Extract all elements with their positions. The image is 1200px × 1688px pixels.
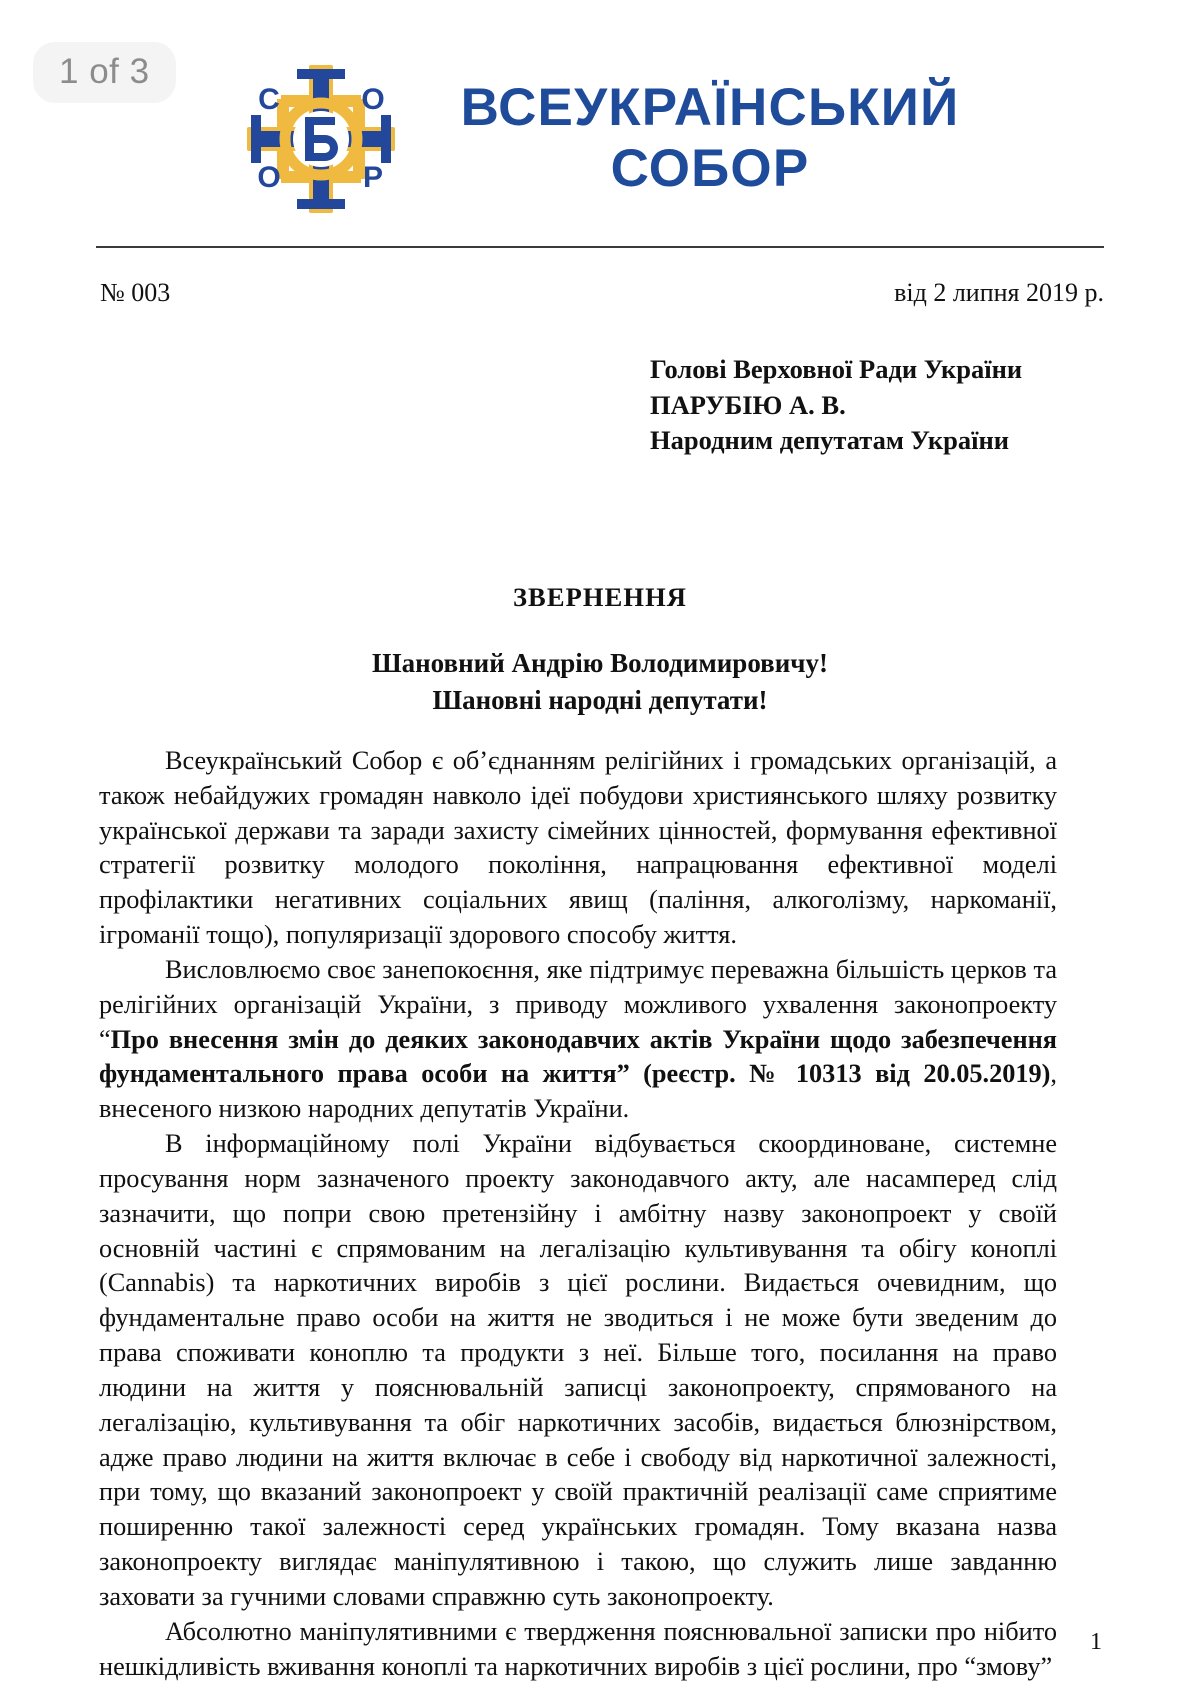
body-paragraph-2 (99, 953, 1057, 1127)
svg-text:О: О (360, 82, 385, 116)
svg-text:О: О (256, 160, 281, 194)
organization-name-line2: СОБОР (610, 138, 810, 198)
paragraph-2-lead: Висловлюємо своє занепокоєння, яке підтримує переважна більшість церков та релігійних організацій України, з приводу можливого ухвалення законопроекту “ (99, 954, 1057, 1054)
body-paragraph-3: В інформаційному полі України відбувається скоординоване, системне просування норм зазначеного проекту законодавчого акту, але насамперед слід зазначити, що попри свою претензійну і амбітну назву законопроект у своїй основній частині є спрямованим на легалізацію культивування та обігу коноплі (Cannabis) та наркотичних виробів з цієї рослини. Видається очевидним, що фундаментальне право особи на життя не зводиться і не може бути зведеним до права споживати коноплю та продукти з неї. Більше того, посилання на право людини на життя у пояснювальній записці законопроекту, спрямованого на легалізацію, культивування та обіг наркотичних засобів, видається блюзнірством, адже право людини на життя включає в себе і свободу від наркотичної залежності, при тому, що вказаний законопроект у своїй практичній реалізації саме сприятиме поширенню такої залежності серед українських громадян. Тому вказана назва законопроекту виглядає маніпулятивною і такою, що служить лише завданню заховати за гучними словами справжню суть законопроекту. (99, 1129, 1057, 1611)
organization-name-line1: ВСЕУКРАЇНСЬКИЙ (460, 78, 960, 138)
paragraph-2-tail: , внесеного низкою народних депутатів України. (99, 1059, 1057, 1124)
salutation-line-2: Шановні народні депутати! (432, 685, 768, 716)
document-body (99, 744, 1057, 1684)
page-number: 1 (1090, 1629, 1102, 1655)
sobor-cross-emblem-icon (241, 59, 401, 219)
salutation-block (0, 645, 1200, 720)
bill-title-bold: Про внесення змін до деяких законодавчих актів України щодо забезпечення фундаментального права особи на життя” (реєстр. № 10313 від 20.05.2019) (99, 1024, 1057, 1089)
letterhead (0, 46, 1200, 231)
svg-text:С: С (257, 82, 280, 116)
reference-row (100, 278, 1104, 308)
page-indicator: 1 of 3 (33, 42, 176, 103)
addressee-line-1: Голові Верховної Ради України (650, 354, 1023, 384)
organization-name (461, 78, 960, 199)
svg-text:Р: Р (362, 160, 383, 194)
body-paragraph-4: Абсолютно маніпулятивними є твердження пояснювальної записки про нібито нешкідливість вживання коноплі та наркотичних виробів з цієї рослини, про “змову” (99, 1616, 1057, 1681)
body-paragraph-1: Всеукраїнський Собор є об’єднанням релігійних і громадських організацій, а також небайдужих громадян навколо ідеї побудови християнського шляху розвитку української держави та заради захисту сімейних цінностей, формування ефективної стратегії розвитку молодого покоління, напрацювання ефективної моделі профілактики негативних соціальних явищ (паління, алкоголізму, наркоманії, ігроманії тощо), популяризації здорового способу життя. (99, 746, 1057, 950)
salutation-line-1: Шановний Андрію Володимировичу! (371, 648, 829, 678)
reference-date: від 2 липня 2019 р. (894, 278, 1104, 307)
addressee-line-3: Народним депутатам України (650, 425, 1009, 455)
addressee-block (650, 352, 1080, 459)
document-title: ЗВЕРНЕННЯ (512, 582, 688, 612)
letterhead-divider (96, 246, 1104, 248)
reference-number: № 003 (100, 278, 171, 307)
addressee-line-2: ПАРУБІЮ А. В. (650, 389, 846, 420)
